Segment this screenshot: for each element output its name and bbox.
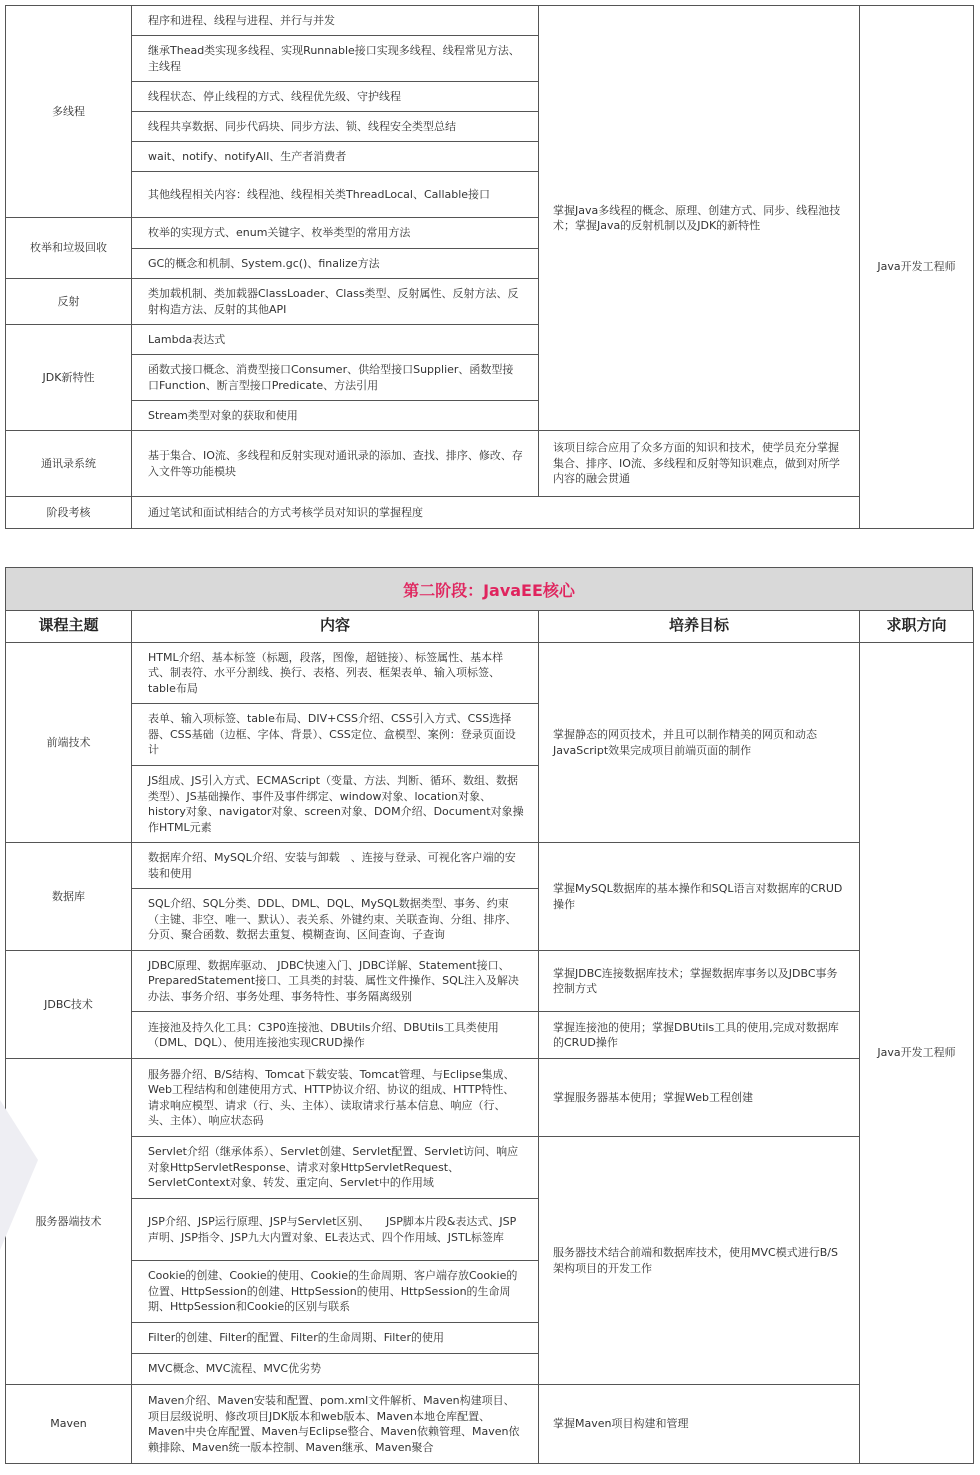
content-cell: 连接池及持久化工具：C3P0连接池、DBUtils介绍、DBUtils工具类使用（DML、DQL）、使用连接池实现CRUD操作: [132, 1012, 539, 1059]
content-cell: JSP介绍、JSP运行原理、JSP与Servlet区别、 JSP脚本片段&表达式、JSP声明、JSP指令、JSP九大内置对象、EL表达式、四个作用域、JSTL标签库: [132, 1199, 539, 1261]
goal-cell: 掌握服务器基本使用；掌握Web工程创建: [539, 1059, 860, 1137]
stage2-table: [5, 610, 974, 1464]
header-career: 求职方向: [860, 610, 974, 643]
content-cell: 类加载机制、类加载器ClassLoader、Class类型、反射属性、反射方法、反射构造方法、反射的其他API: [132, 279, 539, 325]
goal-cell: 该项目综合应用了众多方面的知识和技术，使学员充分掌握集合、排序、IO流、多线程和反射等知识难点，做到对所学内容的融会贯通: [539, 431, 860, 497]
topic-enum-gc: 枚举和垃圾回收: [6, 218, 132, 279]
topic-assessment: 阶段考核: [6, 497, 132, 529]
topic-jdk: JDK新特性: [6, 325, 132, 431]
content-cell: 函数式接口概念、消费型接口Consumer、供给型接口Supplier、函数型接口Function、断言型接口Predicate、方法引用: [132, 355, 539, 401]
content-cell: 服务器介绍、B/S结构、Tomcat下载安装、Tomcat管理、与Eclipse集成、Web工程结构和创建使用方式、HTTP协议介绍、协议的组成、HTTP特性、请求响应模型、请求（行、头、主体）、读取请求行基本信息、响应（行、头、主体）、响应状态码: [132, 1059, 539, 1137]
topic-maven: Maven: [6, 1385, 132, 1464]
content-cell: JS组成、JS引入方式、ECMAScript（变量、方法、判断、循环、数组、数据类型）、JS基础操作、事件及事件绑定、window对象、location对象、history对象、navigator对象、screen对象、DOM介绍、Document对象操作HTML元素: [132, 766, 539, 843]
topic-database: 数据库: [6, 843, 132, 951]
content-cell: HTML介绍、基本标签（标题，段落，图像，超链接）、标签属性、基本样式、制表符、水平分割线、换行、表格、列表、框架表单、输入项标签、table布局: [132, 643, 539, 704]
stage1-table: [5, 5, 974, 529]
content-cell: 其他线程相关内容：线程池、线程相关类ThreadLocal、Callable接口: [132, 172, 539, 218]
topic-address-book: 通讯录系统: [6, 431, 132, 497]
topic-jdbc: JDBC技术: [6, 951, 132, 1059]
content-cell: 线程状态、停止线程的方式、线程优先级、守护线程: [132, 82, 539, 112]
content-cell: 线程共享数据、同步代码块、同步方法、锁、线程安全类型总结: [132, 112, 539, 142]
content-cell: Filter的创建、Filter的配置、Filter的生命周期、Filter的使用: [132, 1323, 539, 1354]
content-cell: 枚举的实现方式、enum关键字、枚举类型的常用方法: [132, 218, 539, 249]
content-cell: GC的概念和机制、System.gc()、finalize方法: [132, 249, 539, 279]
content-cell: Servlet介绍（继承体系）、Servlet创建、Servlet配置、Servlet访问、响应对象HttpServletResponse、请求对象HttpServletRequest、ServletContext对象、转发、重定向、Servlet中的作用域: [132, 1137, 539, 1199]
header-topic: 课程主题: [6, 610, 132, 643]
goal-cell: 服务器技术结合前端和数据库技术，使用MVC模式进行B/S架构项目的开发工作: [539, 1137, 860, 1385]
content-cell: 继承Thead类实现多线程、实现Runnable接口实现多线程、线程常见方法、主线程: [132, 36, 539, 82]
content-cell: JDBC原理、数据库驱动、 JDBC快速入门、JDBC详解、Statement接口、PreparedStatement接口、工具类的封装、属性文件操作、SQL注入及解决办法、事务介绍、事务处理、事务特性、事务隔离级别: [132, 951, 539, 1012]
background-watermark-shape: [0, 1060, 40, 1260]
content-cell: Maven介绍、Maven安装和配置、pom.xml文件解析、Maven构建项目、项目层级说明、修改项目JDK版本和web版本、Maven本地仓库配置、Maven中央仓库配置、Maven与Eclipse整合、Maven依赖管理、Maven依赖排除、Maven统一版本控制、Maven继承、Maven聚合: [132, 1385, 539, 1464]
content-cell: 数据库介绍、MySQL介绍、安装与卸载 、连接与登录、可视化客户端的安装和使用: [132, 843, 539, 889]
content-cell: 通过笔试和面试相结合的方式考核学员对知识的掌握程度: [132, 497, 860, 529]
topic-reflection: 反射: [6, 279, 132, 325]
goal-cell: 掌握Maven项目构建和管理: [539, 1385, 860, 1464]
stage-title: 第二阶段：JavaEE核心: [5, 567, 973, 611]
topic-multithreading: 多线程: [6, 6, 132, 218]
content-cell: Lambda表达式: [132, 325, 539, 355]
goal-cell: 掌握静态的网页技术，并且可以制作精美的网页和动态JavaScript效果完成项目前端页面的制作: [539, 643, 860, 843]
goal-cell: 掌握JDBC连接数据库技术；掌握数据库事务以及JDBC事务控制方式: [539, 951, 860, 1012]
content-cell: Stream类型对象的获取和使用: [132, 401, 539, 431]
content-cell: 表单、输入项标签、table布局、DIV+CSS介绍、CSS引入方式、CSS选择器、CSS基础（边框、字体、背景）、CSS定位、盒模型、案例：登录页面设计: [132, 704, 539, 766]
content-cell: SQL介绍、SQL分类、DDL、DML、DQL、MySQL数据类型、事务、约束（主键、非空、唯一、默认）、表关系、外键约束、关联查询、分组、排序、分页、聚合函数、数据去重复、模糊查询、区间查询、子查询: [132, 889, 539, 951]
topic-frontend: 前端技术: [6, 643, 132, 843]
career-cell: Java开发工程师: [860, 6, 974, 529]
header-goal: 培养目标: [539, 610, 860, 643]
goal-cell: 掌握Java多线程的概念、原理、创建方式、同步、线程池技术；掌握Java的反射机制以及JDK的新特性: [539, 6, 860, 431]
content-cell: Cookie的创建、Cookie的使用、Cookie的生命周期、客户端存放Cookie的位置、HttpSession的创建、HttpSession的使用、HttpSession的生命周期、HttpSession和Cookie的区别与联系: [132, 1261, 539, 1323]
content-cell: wait、notify、notifyAll、生产者消费者: [132, 142, 539, 172]
career-cell: Java开发工程师: [860, 643, 974, 1464]
topic-server: 服务器端技术: [6, 1059, 132, 1385]
content-cell: MVC概念、MVC流程、MVC优劣势: [132, 1354, 539, 1385]
goal-cell: 掌握MySQL数据库的基本操作和SQL语言对数据库的CRUD操作: [539, 843, 860, 951]
content-cell: 基于集合、IO流、多线程和反射实现对通讯录的添加、查找、排序、修改、存入文件等功能模块: [132, 431, 539, 497]
content-cell: 程序和进程、线程与进程、并行与并发: [132, 6, 539, 36]
goal-cell: 掌握连接池的使用；掌握DBUtils工具的使用,完成对数据库的CRUD操作: [539, 1012, 860, 1059]
header-content: 内容: [132, 610, 539, 643]
